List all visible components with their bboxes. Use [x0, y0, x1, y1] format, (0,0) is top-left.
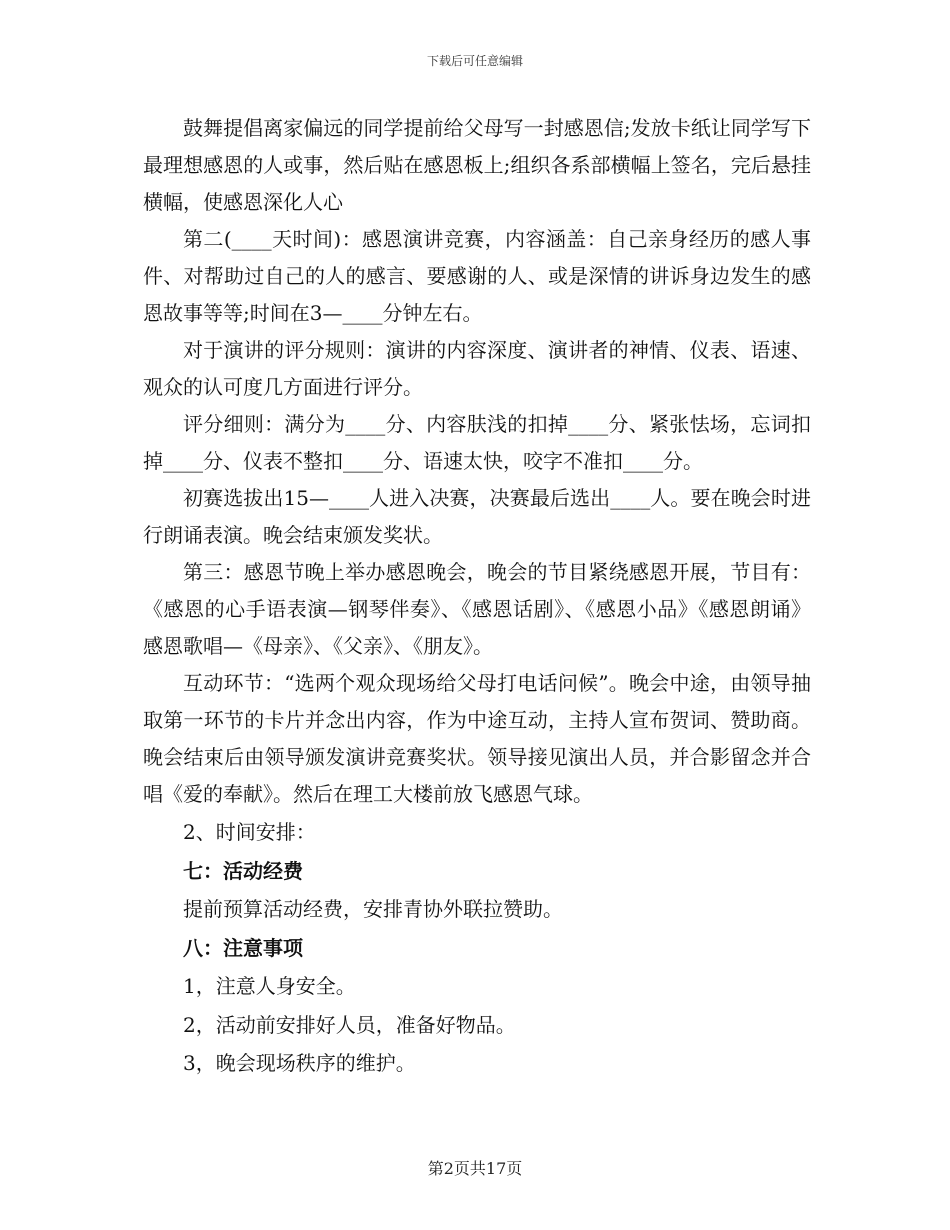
section-eight-heading: 八：注意事项: [183, 935, 303, 960]
document-body: [143, 110, 811, 1083]
section-seven-text: 提前预算活动经费，安排青协外联拉赞助。: [183, 897, 563, 921]
paragraph-scoring-details: 评分细则：满分为____分、内容肤浅的扣掉____分、紧张怯场，忘词扣掉____分、仪表不整扣____分、语速太快，咬字不准扣____分。: [143, 412, 811, 473]
paragraph-promotion: 鼓舞提倡离家偏远的同学提前给父母写一封感恩信;发放卡纸让同学写下最理想感恩的人或事，然后贴在感恩板上;组织各系部横幅上签名，完后悬挂横幅，使感恩深化人心: [143, 116, 811, 214]
paragraph-selection: 初赛选拔出15—____人进入决赛，决赛最后选出____人。要在晚会时进行朗诵表演。晚会结束颁发奖状。: [143, 486, 811, 547]
page-footer: 第2页共17页: [427, 1159, 523, 1178]
list-item: 2，活动前安排好人员，准备好物品。: [183, 1012, 516, 1037]
page-header: 下载后可任意编辑: [426, 54, 523, 68]
paragraph-interaction: 互动环节：“选两个观众现场给父母打电话问候”。晚会中途，由领导抽取第一环节的卡片并念出内容，作为中途互动，主持人宣布贺词、赞助商。晚会结束后由领导颁发演讲竞赛奖状。领导接见演出人员，并合影留念并合唱《爱的奉献》。然后在理工大楼前放飞感恩气球。: [143, 671, 811, 806]
paragraph-scoring-rules: 对于演讲的评分规则：演讲的内容深度、演讲者的神情、仪表、语速、观众的认可度几方面进行评分。: [143, 338, 811, 399]
section-seven-heading: 七：活动经费: [183, 858, 303, 883]
paragraph-gala-program: 第三：感恩节晚上举办感恩晚会，晚会的节目紧绕感恩开展，节目有：《感恩的心手语表演—钢琴伴奏》、《感恩话剧》、《感恩小品》《感恩朗诵》感恩歌唱—《母亲》、《父亲》、《朋友》。: [143, 560, 811, 658]
list-item: 3，晚会现场秩序的维护。: [183, 1051, 416, 1075]
time-arrangement-line: 2、时间安排：: [183, 820, 316, 844]
paragraph-speech-contest: 第二(____天时间)：感恩演讲竞赛，内容涵盖：自己亲身经历的感人事件、对帮助过自己的人的感言、要感谢的人、或是深情的讲诉身边发生的感恩故事等等;时间在3—____分钟左右。: [143, 227, 811, 325]
list-item: 1，注意人身安全。: [183, 974, 356, 998]
